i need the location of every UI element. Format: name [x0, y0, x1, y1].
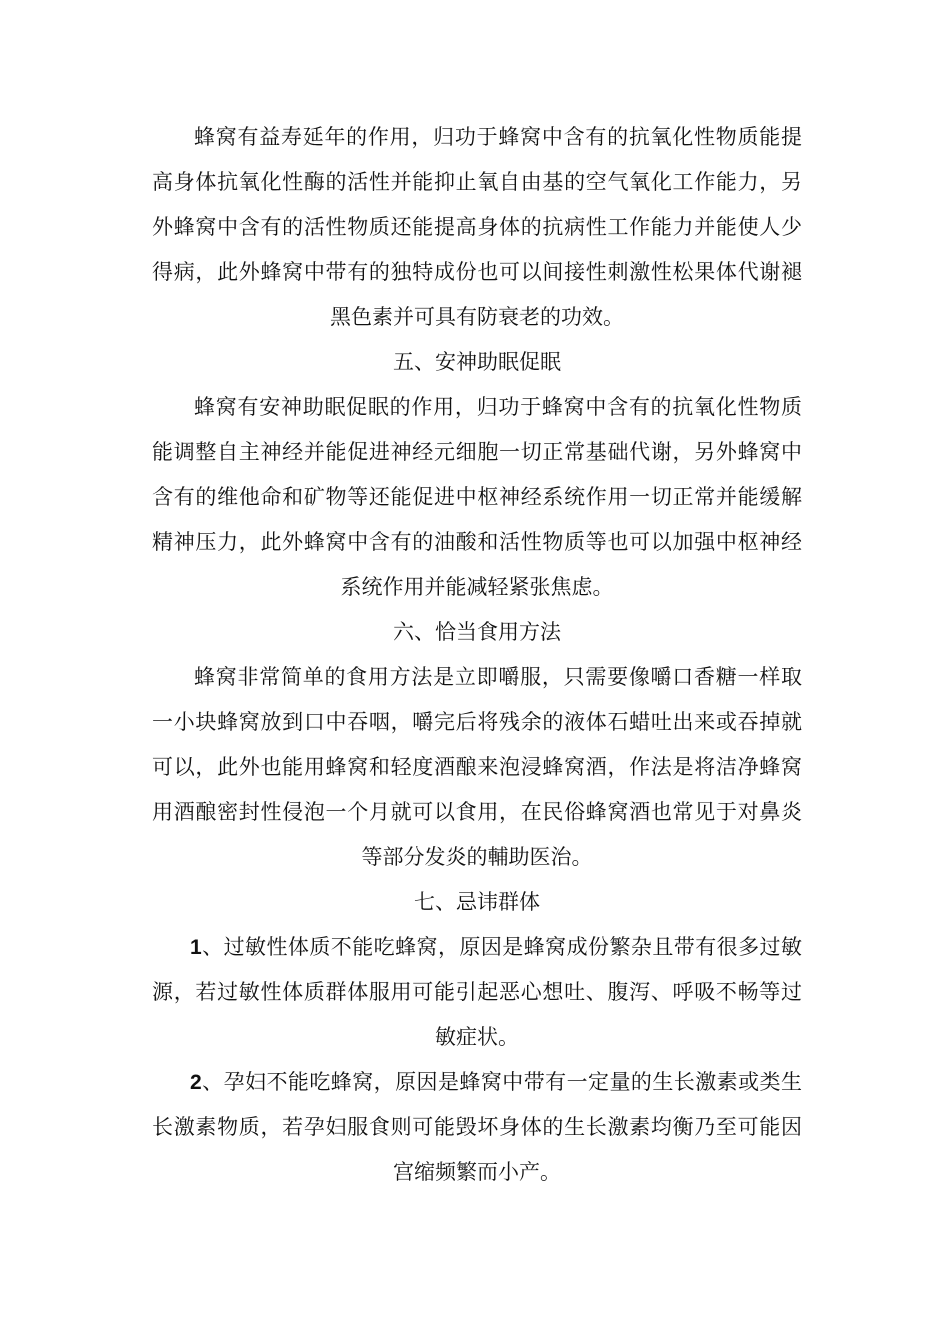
list-item-pregnancy	[152, 1060, 802, 1195]
paragraph-longevity: 蜂窝有益寿延年的作用，归功于蜂窝中含有的抗氧化性物质能提高身体抗氧化性酶的活性并能抑止氧自由基的空气氧化工作能力，另外蜂窝中含有的活性物质还能提高身体的抗病性工作能力并能使人少得病，此外蜂窝中带有的独特成份也可以间接性刺激性松果体代谢褪黑色素并可具有防衰老的功效。	[152, 125, 802, 329]
list-item-allergy	[152, 925, 802, 1060]
paragraph-usage: 蜂窝非常简单的食用方法是立即嚼服，只需要像嚼口香糖一样取一小块蜂窝放到口中吞咽，嚼完后将残余的液体石蜡吐出来或吞掉就可以，此外也能用蜂窝和轻度酒酿来泡浸蜂窝酒，作法是将洁净蜂窝用酒酿密封性侵泡一个月就可以食用，在民俗蜂窝酒也常见于对鼻炎等部分发炎的輔助医治。	[152, 665, 802, 869]
heading-usage: 六、恰当食用方法	[393, 620, 561, 644]
list-number: 1	[190, 936, 202, 959]
list-number: 2	[190, 1071, 202, 1094]
list-item-text: 、过敏性体质不能吃蜂窝，原因是蜂窝成份繁杂且带有很多过敏源，若过敏性体质群体服用可能引起恶心想吐、腹泻、呼吸不畅等过敏症状。	[152, 935, 802, 1049]
paragraph-sleep: 蜂窝有安神助眠促眠的作用，归功于蜂窝中含有的抗氧化性物质能调整自主神经并能促进神经元细胞一切正常基础代谢，另外蜂窝中含有的维他命和矿物等还能促进中枢神经系统作用一切正常并能缓解精神压力，此外蜂窝中含有的油酸和活性物质等也可以加强中枢神经系统作用并能减轻紧张焦虑。	[152, 395, 802, 599]
list-item-text: 、孕妇不能吃蜂窝，原因是蜂窝中带有一定量的生长激素或类生长激素物质，若孕妇服食则可能毁坏身体的生长激素均衡乃至可能因宫缩频繁而小产。	[152, 1070, 802, 1184]
heading-contraindications: 七、忌讳群体	[414, 890, 540, 914]
document-page	[152, 115, 802, 1195]
heading-sleep: 五、安神助眠促眠	[393, 350, 561, 374]
